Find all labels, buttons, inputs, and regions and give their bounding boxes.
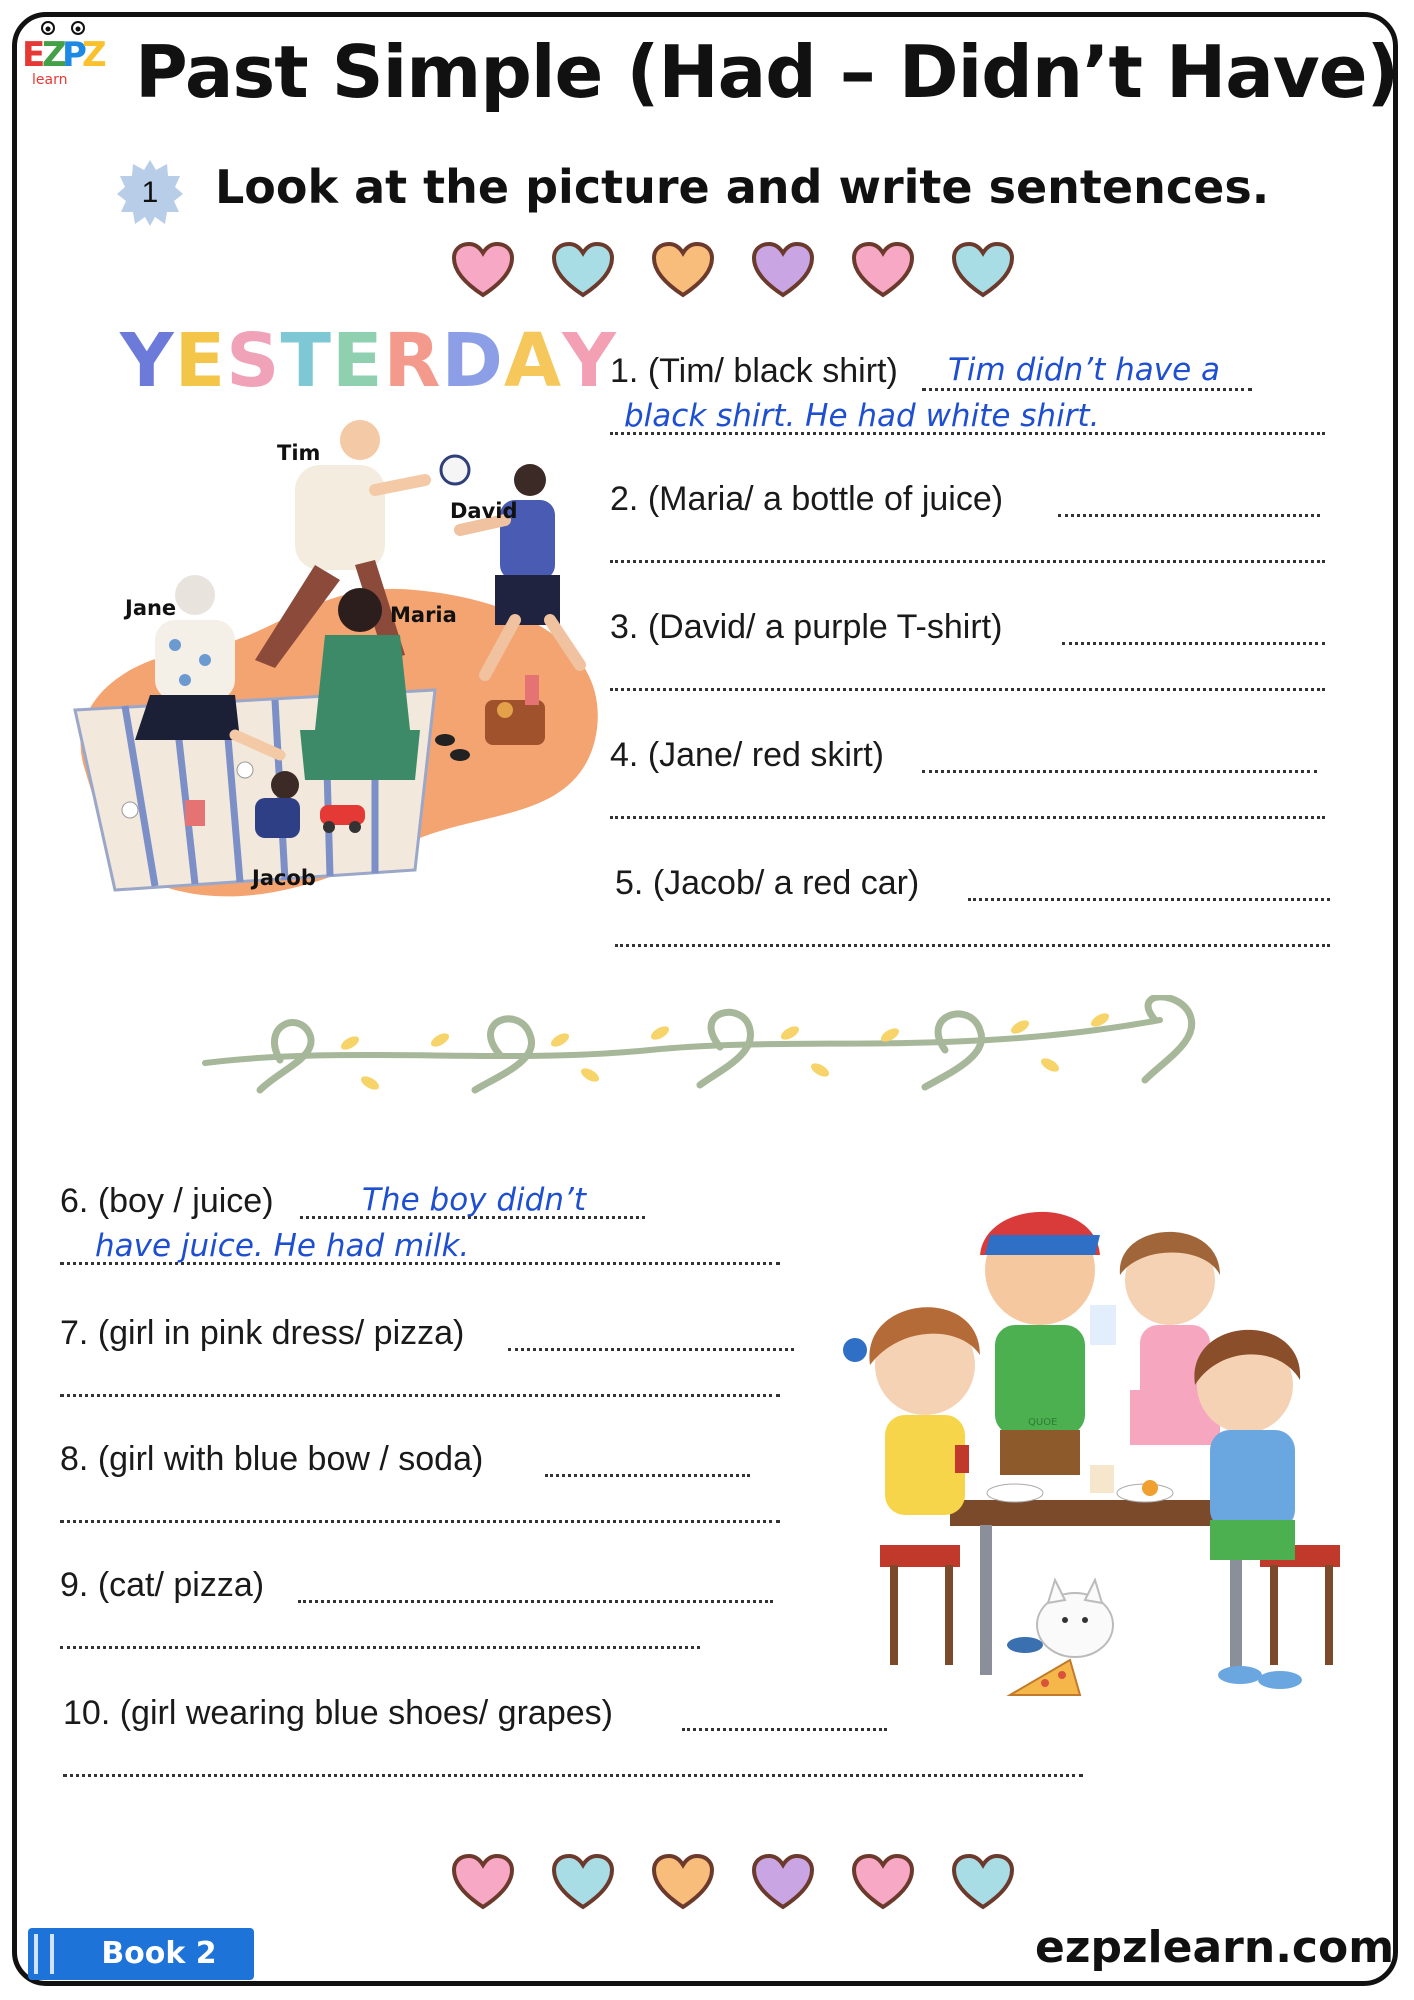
yesterday-letter: Y <box>120 318 175 404</box>
answer-6-line1: The boy didn’t <box>362 1182 586 1218</box>
heart-icon <box>850 1852 916 1912</box>
yesterday-letter: E <box>331 318 384 404</box>
answer-line[interactable] <box>1062 642 1325 645</box>
yesterday-letter: T <box>280 318 332 404</box>
heart-icon <box>650 1852 716 1912</box>
question-1: 1. (Tim/ black shirt) <box>610 352 898 390</box>
answer-1-line1: Tim didn’t have a <box>948 352 1220 388</box>
exercise-number: 1 <box>141 176 159 209</box>
question-5: 5. (Jacob/ a red car) <box>615 864 920 902</box>
heart-icon <box>650 240 716 300</box>
yesterday-letter: S <box>226 318 281 404</box>
yesterday-letter: E <box>174 318 227 404</box>
hearts-row-top <box>450 240 1030 306</box>
answer-line[interactable] <box>298 1600 773 1603</box>
label-david: David <box>450 499 518 523</box>
label-jacob: Jacob <box>252 866 316 890</box>
svg-text:learn: learn <box>32 72 68 88</box>
answer-6-line2: have juice. He had milk. <box>95 1228 470 1264</box>
heart-icon <box>950 1852 1016 1912</box>
svg-text:E: E <box>22 35 46 75</box>
label-jane: Jane <box>125 596 177 620</box>
question-4: 4. (Jane/ red skirt) <box>610 736 884 774</box>
label-tim: Tim <box>277 441 321 465</box>
svg-text:Z: Z <box>82 35 107 75</box>
answer-line[interactable] <box>610 560 1325 563</box>
answer-line[interactable] <box>610 816 1325 819</box>
heart-icon <box>450 240 516 300</box>
question-7: 7. (girl in pink dress/ pizza) <box>60 1314 465 1352</box>
label-maria: Maria <box>390 603 457 627</box>
yesterday-letter: A <box>503 318 563 404</box>
page-title: Past Simple (Had – Didn’t Have) <box>135 30 1399 114</box>
answer-line[interactable] <box>508 1348 794 1351</box>
yesterday-heading <box>120 318 617 404</box>
answer-line[interactable] <box>545 1474 750 1477</box>
svg-text:Z: Z <box>42 35 67 75</box>
heart-icon <box>450 1852 516 1912</box>
answer-line[interactable] <box>60 1394 780 1397</box>
yesterday-letter: R <box>383 318 442 404</box>
picnic-illustration <box>55 410 615 910</box>
answer-line[interactable] <box>922 388 1252 391</box>
hearts-row-bottom <box>450 1852 1030 1918</box>
svg-text:P: P <box>62 35 87 75</box>
heart-icon <box>850 240 916 300</box>
kids-lunch-illustration <box>810 1175 1370 1730</box>
answer-line[interactable] <box>60 1646 700 1649</box>
ezpz-logo <box>20 20 110 90</box>
heart-icon <box>750 240 816 300</box>
heart-icon <box>550 1852 616 1912</box>
book-label: Book 2 <box>101 1936 217 1971</box>
answer-line[interactable] <box>610 688 1325 691</box>
heart-icon <box>750 1852 816 1912</box>
website-link[interactable]: ezpzlearn.com <box>1035 1922 1395 1973</box>
answer-line[interactable] <box>63 1774 1083 1777</box>
question-10: 10. (girl wearing blue shoes/ grapes) <box>63 1694 613 1732</box>
question-2: 2. (Maria/ a bottle of juice) <box>610 480 1004 518</box>
answer-line[interactable] <box>60 1520 780 1523</box>
question-8: 8. (girl with blue bow / soda) <box>60 1440 484 1478</box>
yesterday-letter: Y <box>562 318 617 404</box>
heart-icon <box>950 240 1016 300</box>
answer-line[interactable] <box>1058 514 1320 517</box>
milk-carton-label: QUOE <box>1028 1417 1058 1428</box>
answer-line[interactable] <box>615 944 1330 947</box>
answer-line[interactable] <box>968 898 1330 901</box>
question-3: 3. (David/ a purple T-shirt) <box>610 608 1003 646</box>
exercise-instruction: Look at the picture and write sentences. <box>215 160 1270 214</box>
question-6: 6. (boy / juice) <box>60 1182 274 1220</box>
vine-divider <box>200 995 1220 1105</box>
book-badge-stripes <box>34 1934 54 1974</box>
heart-icon <box>550 240 616 300</box>
answer-1-line2: black shirt. He had white shirt. <box>624 398 1100 434</box>
answer-line[interactable] <box>922 770 1317 773</box>
yesterday-letter: D <box>441 318 504 404</box>
question-9: 9. (cat/ pizza) <box>60 1566 265 1604</box>
